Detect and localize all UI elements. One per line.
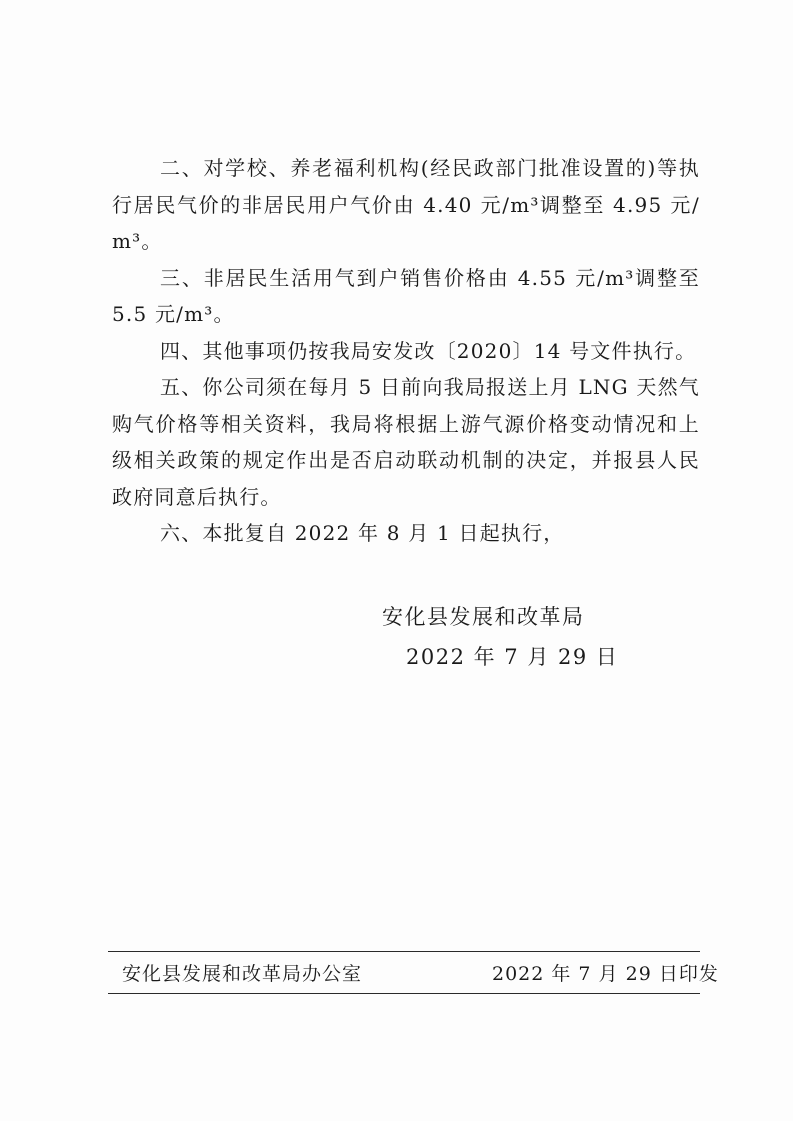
paragraph-item-6: 六、本批复自 2022 年 8 月 1 日起执行，: [160, 521, 565, 545]
signature-date: 2022 年 7 月 29 日: [406, 645, 619, 669]
signature-organization: 安化县发展和改革局: [382, 605, 585, 629]
footer-issue-date: 2022 年 7 月 29 日印发: [492, 963, 719, 985]
footer-bottom-rule: [108, 993, 700, 994]
paragraph-item-5: 五、你公司须在每月 5 日前向我局报送上月 LNG 天然气购气价格等相关资料，我局将根据上游气源价格变动情况和上级相关政策的规定作出是否启动联动机制的决定，并报县人民政府同意后执行。: [112, 375, 700, 509]
footer-top-rule: [108, 951, 700, 952]
document-body: [112, 150, 700, 552]
paragraph-item-2: 二、对学校、养老福利机构(经民政部门批准设置的)等执行居民气价的非居民用户气价由 4.40 元/m³调整至 4.95 元/m³。: [112, 156, 700, 253]
paragraph-item-3: 三、非居民生活用气到户销售价格由 4.55 元/m³调整至 5.5 元/m³。: [112, 265, 700, 326]
paragraph-item-4: 四、其他事项仍按我局安发改〔2020〕14 号文件执行。: [160, 338, 697, 363]
signature-block: [382, 598, 642, 676]
footer-issuer: 安化县发展和改革局办公室: [122, 963, 363, 985]
